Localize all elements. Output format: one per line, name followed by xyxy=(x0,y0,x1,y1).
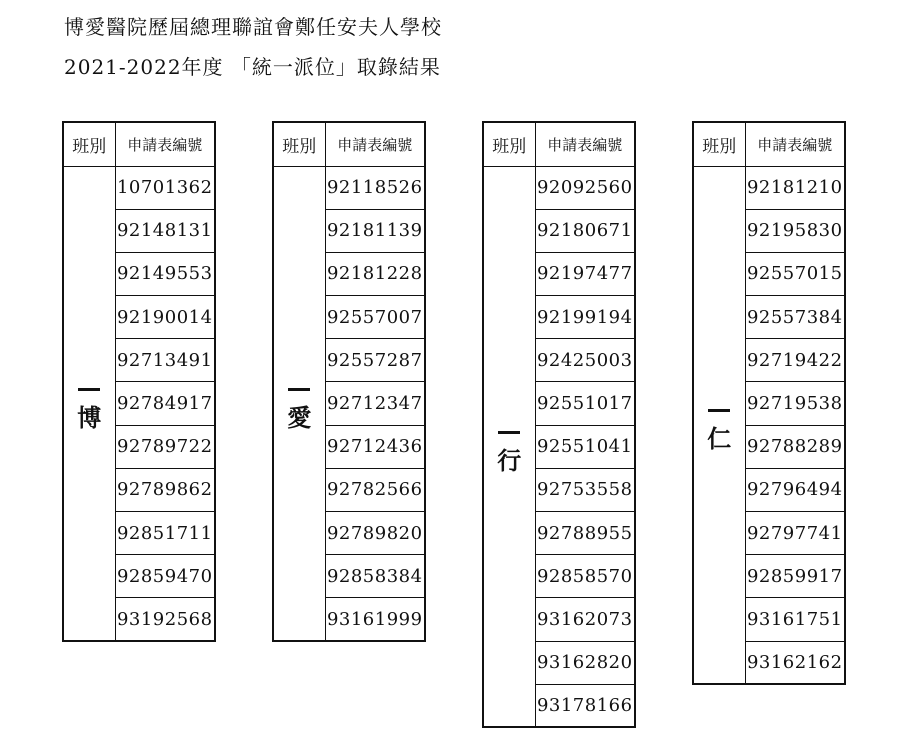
table-row xyxy=(483,166,635,209)
application-number: 93161751 xyxy=(745,598,845,641)
application-number: 92784917 xyxy=(115,382,215,425)
application-number: 93192568 xyxy=(115,598,215,641)
application-number: 92551017 xyxy=(535,382,635,425)
application-number: 92712436 xyxy=(325,425,425,468)
class-name xyxy=(274,374,325,433)
application-number: 92712347 xyxy=(325,382,425,425)
class-grade xyxy=(498,431,520,434)
application-number: 10701362 xyxy=(115,166,215,209)
application-number: 92557384 xyxy=(745,296,845,339)
application-number: 92788289 xyxy=(745,425,845,468)
application-number: 92789862 xyxy=(115,468,215,511)
class-label: 博 xyxy=(77,403,102,432)
application-number-column-header: 申請表編號 xyxy=(325,122,425,166)
class-grade xyxy=(288,388,310,391)
class-grade xyxy=(78,388,100,391)
application-number: 93178166 xyxy=(535,684,635,727)
table-header-row xyxy=(273,122,425,166)
class-column-header: 班別 xyxy=(273,122,325,166)
application-number: 92851711 xyxy=(115,512,215,555)
application-number: 92753558 xyxy=(535,468,635,511)
application-number: 92719422 xyxy=(745,339,845,382)
table-row xyxy=(273,166,425,209)
class-name xyxy=(694,395,745,454)
application-number-column-header: 申請表編號 xyxy=(115,122,215,166)
application-number: 92180671 xyxy=(535,209,635,252)
application-number: 93162820 xyxy=(535,641,635,684)
table-header-row xyxy=(483,122,635,166)
application-number: 92551041 xyxy=(535,425,635,468)
application-number: 92859917 xyxy=(745,555,845,598)
application-number: 92557287 xyxy=(325,339,425,382)
class-name-cell xyxy=(63,166,115,641)
application-number: 92092560 xyxy=(535,166,635,209)
document-title: 博愛醫院歷屆總理聯誼會鄭任安夫人學校 xyxy=(64,15,442,39)
application-number: 92782566 xyxy=(325,468,425,511)
application-number: 92181210 xyxy=(745,166,845,209)
table-header-row xyxy=(63,122,215,166)
class-label: 行 xyxy=(497,446,522,475)
application-number: 92713491 xyxy=(115,339,215,382)
application-number: 92557007 xyxy=(325,296,425,339)
class-table xyxy=(692,121,846,685)
application-number: 92181228 xyxy=(325,252,425,295)
application-number: 92149553 xyxy=(115,252,215,295)
application-number-column-header: 申請表編號 xyxy=(745,122,845,166)
document-subtitle: 2021-2022年度 「統一派位」取錄結果 xyxy=(64,55,441,79)
class-column-header: 班別 xyxy=(63,122,115,166)
application-number: 92719538 xyxy=(745,382,845,425)
application-number: 92197477 xyxy=(535,252,635,295)
table-row xyxy=(693,166,845,209)
class-name xyxy=(64,374,115,433)
application-number: 92859470 xyxy=(115,555,215,598)
table-row xyxy=(63,166,215,209)
application-number: 92858384 xyxy=(325,555,425,598)
application-number: 92199194 xyxy=(535,296,635,339)
class-name xyxy=(484,417,535,476)
application-number: 92797741 xyxy=(745,512,845,555)
application-number: 92788955 xyxy=(535,512,635,555)
class-name-cell xyxy=(483,166,535,727)
application-number: 92425003 xyxy=(535,339,635,382)
class-label: 仁 xyxy=(707,425,732,454)
class-table xyxy=(272,121,426,642)
application-number: 93162162 xyxy=(745,641,845,684)
class-column-header: 班別 xyxy=(483,122,535,166)
application-number: 93162073 xyxy=(535,598,635,641)
application-number: 92796494 xyxy=(745,468,845,511)
application-number: 92858570 xyxy=(535,555,635,598)
application-number: 92118526 xyxy=(325,166,425,209)
application-number: 92789820 xyxy=(325,512,425,555)
application-number: 92557015 xyxy=(745,252,845,295)
class-column-header: 班別 xyxy=(693,122,745,166)
application-number: 92181139 xyxy=(325,209,425,252)
application-number: 92190014 xyxy=(115,296,215,339)
class-name-cell xyxy=(273,166,325,641)
application-number: 92195830 xyxy=(745,209,845,252)
class-table xyxy=(62,121,216,642)
class-table xyxy=(482,121,636,728)
class-label: 愛 xyxy=(287,403,312,432)
table-header-row xyxy=(693,122,845,166)
application-number: 92789722 xyxy=(115,425,215,468)
application-number-column-header: 申請表編號 xyxy=(535,122,635,166)
class-grade xyxy=(708,409,730,412)
application-number: 92148131 xyxy=(115,209,215,252)
application-number: 93161999 xyxy=(325,598,425,641)
class-name-cell xyxy=(693,166,745,684)
